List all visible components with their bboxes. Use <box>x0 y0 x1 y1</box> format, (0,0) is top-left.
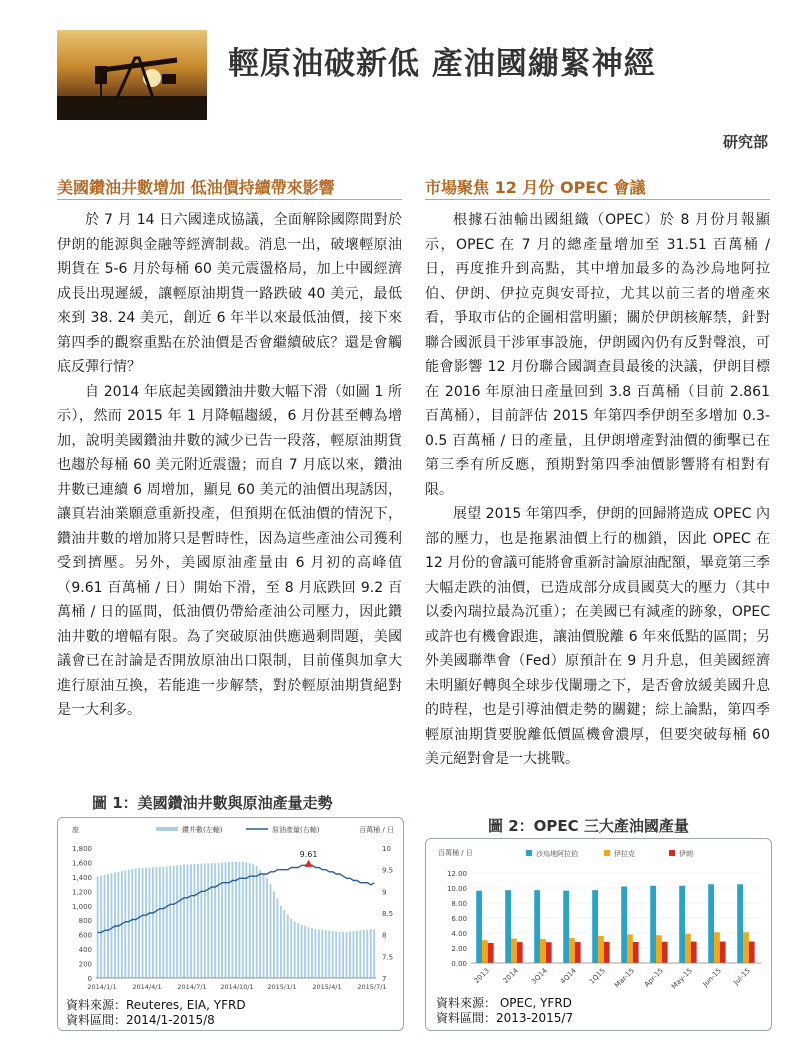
well-count-bar <box>356 931 358 978</box>
right-paragraph: 根據石油輸出國組織（OPEC）於 8 月份月報顯示，OPEC 在 7 月的總產量增加至 31.51 百萬桶 / 日，再度推升到高點，其中增加最多的為沙烏地阿拉伯、伊朗、伊拉克與安哥拉，尤其以前三者的增產來看，爭取市佔的企圖相當明顯；關於伊朗核解禁，針對聯合國派員干涉軍事設施，伊朗國內仍有反對聲浪，可能會影響 12 月份聯合國調查員最後的決議，伊朗目標在 2016 年原油日產量回到 3.8 百萬桶（目前 2.861 百萬桶），目前評估 2015 年第四季伊朗至多增加 0.3-0.5 百萬桶 / 日的產量，且伊朗增產對油價的衝擊已在第三季有所反應，預期對第四季油價影響將有相對有限。 <box>425 212 770 498</box>
production-bar <box>627 935 633 964</box>
y-left-tick-label: 800 <box>78 917 92 926</box>
well-count-bar <box>342 932 344 978</box>
left-section-heading: 美國鑽油井數增加 低油價持續帶來影響 <box>57 178 335 197</box>
x-tick-label: 2015/4/1 <box>312 983 342 991</box>
production-bar <box>511 938 517 963</box>
y-right-tick-label: 9 <box>382 888 387 897</box>
well-count-bar <box>370 929 372 978</box>
well-count-bar <box>180 865 182 978</box>
x-tick-label: 4Q14 <box>558 966 578 986</box>
y-left-tick-label: 200 <box>78 960 92 969</box>
well-count-bar <box>359 930 361 978</box>
production-bar <box>592 890 598 963</box>
well-count-bar <box>97 877 99 978</box>
well-count-bar <box>297 923 299 978</box>
y-left-tick-label: 0 <box>87 975 92 983</box>
well-count-bar <box>152 867 154 978</box>
y-right-tick-label: 7 <box>382 975 387 983</box>
production-bar <box>569 938 575 963</box>
well-count-bar <box>138 868 140 978</box>
well-count-bar <box>256 866 258 978</box>
well-count-bar <box>183 865 185 978</box>
well-count-bar <box>287 914 289 978</box>
well-count-bar <box>349 931 351 978</box>
well-count-bar <box>252 864 254 978</box>
well-count-bar <box>304 926 306 978</box>
well-count-bar <box>214 863 216 978</box>
y-left-tick-label: 1,400 <box>71 873 92 882</box>
legend-swatch <box>669 850 675 856</box>
right-section-heading: 市場聚焦 12 月份 OPEC 會議 <box>425 178 646 197</box>
legend-label: 伊拉克 <box>614 850 635 858</box>
production-bar <box>621 887 627 964</box>
production-bar <box>505 890 511 963</box>
well-count-bar <box>346 932 348 978</box>
well-count-bar <box>249 863 251 978</box>
production-bar <box>656 935 662 963</box>
production-bar <box>720 942 726 963</box>
production-bar <box>633 942 639 963</box>
oil-pump-photo <box>57 30 207 120</box>
well-count-bar <box>318 930 320 978</box>
well-count-bar <box>135 869 137 978</box>
y-left-tick-label: 1,200 <box>71 888 92 897</box>
x-tick-label: 2015/7/1 <box>357 983 387 991</box>
production-bar <box>662 942 668 963</box>
x-tick-label: 2014/7/1 <box>177 983 207 991</box>
x-tick-label: Apr-15 <box>642 966 665 989</box>
well-count-bar <box>290 919 292 978</box>
figure1-chart <box>58 818 403 993</box>
production-bar <box>685 934 691 963</box>
y-left-tick-label: 400 <box>78 946 92 955</box>
production-bar <box>714 932 720 963</box>
well-count-bar <box>145 868 147 978</box>
y-left-tick-label: 600 <box>78 931 92 940</box>
well-count-bar <box>166 866 168 978</box>
production-bar <box>476 891 482 963</box>
production-bar <box>650 886 656 963</box>
y-right-unit-label: 百萬桶 / 日 <box>359 826 394 834</box>
well-count-bar <box>187 864 189 978</box>
well-count-bar <box>142 868 144 978</box>
well-count-bar <box>242 862 244 978</box>
well-count-bar <box>339 932 341 978</box>
well-count-bar <box>190 864 192 978</box>
well-count-bar <box>308 927 310 978</box>
y-unit-label: 百萬桶 / 日 <box>438 849 473 857</box>
y-left-tick-label: 1,800 <box>71 845 92 853</box>
well-count-bar <box>131 869 133 978</box>
x-tick-label: 2014 <box>501 966 520 986</box>
well-count-bar <box>266 878 268 978</box>
x-tick-label: May-15 <box>670 966 694 991</box>
well-count-bar <box>211 863 213 978</box>
legend-label: 伊朗 <box>679 850 693 858</box>
well-count-bar <box>193 864 195 978</box>
x-tick-label: 2014/1/1 <box>87 983 117 991</box>
x-tick-label: 1Q15 <box>587 966 607 986</box>
figure1-panel <box>57 817 404 1031</box>
production-bar <box>546 942 552 963</box>
well-count-bar <box>225 862 227 978</box>
y-tick-label: 6.00 <box>451 915 467 923</box>
well-count-bar <box>301 925 303 978</box>
well-count-bar <box>200 864 202 978</box>
well-count-bar <box>325 930 327 978</box>
figure2-chart <box>426 839 771 994</box>
figure1-source: 資料來源：Reuteres, EIA, YFRD <box>66 998 246 1012</box>
well-count-bar <box>114 873 116 978</box>
figure1-period: 資料區間：2014/1-2015/8 <box>66 1013 215 1027</box>
well-count-bar <box>149 868 151 979</box>
left-paragraph: 於 7 月 14 日六國達成協議，全面解除國際間對於伊朗的能源與金融等經濟制裁。消息一出，破壞輕原油期貨在 5-6 月於每桶 60 美元震盪格局，加上中國經濟成長出現遲緩，讓輕原油期貨一路跌破 40 美元，最低來到 38. 24 美元，創近 6 年半以來最低油價，接下來第四季的觀察重點在於油價是否會繼續破底？還是會觸底反彈行情？ <box>57 212 402 375</box>
well-count-bar <box>276 899 278 978</box>
legend-label-wells: 鑽井數(左軸) <box>182 826 223 834</box>
well-count-bar <box>207 863 209 978</box>
left-heading-rule <box>57 199 402 200</box>
well-count-bar <box>373 929 375 978</box>
well-count-bar <box>235 862 237 978</box>
well-count-bar <box>363 930 365 978</box>
right-paragraph: 展望 2015 年第四季，伊朗的回歸將造成 OPEC 內部的壓力，也是拖累油價上行的枷鎖，因此 OPEC 在 12 月份的會議可能將會重新討論原油配額，畢竟第三季大幅走跌的油價，已造成部分成員國莫大的壓力（其中以委內瑞拉最為沉重）；在美國已有減產的跡象，OPEC 或許也有機會跟進，讓油價脫離 6 年來低點的區間；另外美國聯準會（Fed）原預計在 9 月升息，但美國經濟未明顯好轉與全球步伐闌珊之下，是否會放緩美國升息的時程，也是引導油價走勢的關鍵；綜上論點，第四季輕原油期貨要脫離低價區機會濃厚，但要突破每桶 60 美元絕對會是一大挑戰。 <box>425 506 770 767</box>
x-tick-label: Mar-15 <box>613 966 636 990</box>
well-count-bar <box>169 866 171 978</box>
production-bar <box>534 890 540 963</box>
production-bar <box>563 891 569 963</box>
well-count-bar <box>283 910 285 978</box>
production-bar <box>517 942 523 963</box>
department-label: 研究部 <box>723 133 769 151</box>
production-bar <box>749 942 755 963</box>
production-bar <box>540 939 546 963</box>
y-left-tick-label: 1,600 <box>71 859 92 868</box>
legend-swatch <box>604 850 610 856</box>
production-bar <box>737 884 743 963</box>
well-count-bar <box>352 931 354 978</box>
y-right-tick-label: 7.5 <box>382 953 394 962</box>
right-heading-rule <box>425 199 770 200</box>
legend-label: 沙烏地阿拉伯 <box>536 850 578 858</box>
well-count-bar <box>104 875 106 978</box>
well-count-bar <box>100 875 102 978</box>
well-count-bar <box>107 874 109 978</box>
figure2-period: 資料區間：2013-2015/7 <box>436 1011 574 1025</box>
figure2-title: 圖 2：OPEC 三大產油國產量 <box>488 817 689 835</box>
well-count-bar <box>111 873 113 978</box>
well-count-bar <box>159 867 161 978</box>
well-count-bar <box>321 930 323 978</box>
figure1-title: 圖 1：美國鑽油井數與原油產量走勢 <box>92 794 333 812</box>
figure2-panel <box>425 838 772 1031</box>
well-count-bar <box>204 864 206 978</box>
well-count-bar <box>176 865 178 978</box>
x-tick-label: 2014/4/1 <box>132 983 162 991</box>
y-left-unit-label: 座 <box>72 826 79 834</box>
production-bar <box>488 943 494 963</box>
production-bar <box>743 932 749 963</box>
well-count-bar <box>162 867 164 978</box>
x-tick-label: 2015/1/1 <box>267 983 297 991</box>
left-column-text <box>57 208 402 723</box>
left-paragraph: 自 2014 年底起美國鑽油井數大幅下滑（如圖 1 所示），然而 2015 年 1 月降幅趨緩，6 月份甚至轉為增加，說明美國鑽油井數的減少已告一段落，輕原油期貨也趨於每桶 60 美元附近震盪；而自 7 月底以來，鑽油井數已連續 6 周增加，顯見 60 美元的油價出現誘因，讓頁岩油業願意重新投產，但預期在低油價的情況下，鑽油井數的增加將只是暫時性，因為這些產油公司獲利受到擠壓。另外，美國原油產量由 6 月初的高峰值（9.61 百萬桶 / 日）開始下滑，至 8 月底跌回 9.2 百萬桶 / 日的區間，低油價仍帶給產油公司壓力，因此鑽油井數的增幅有限。為了突破原油供應過剩問題，美國議會已在討論是否開放原油出口限制，目前僅與加拿大進行原油互換，若能進一步解禁，對於輕原油期貨絕對是一大利多。 <box>57 383 402 718</box>
well-count-bar <box>270 884 272 978</box>
well-count-bar <box>232 862 234 978</box>
well-count-bar <box>245 862 247 978</box>
y-tick-label: 4.00 <box>451 930 467 938</box>
y-tick-label: 8.00 <box>451 900 467 908</box>
production-bar <box>575 942 581 963</box>
well-count-bar <box>259 870 261 978</box>
well-count-bar <box>228 862 230 978</box>
figure2-source: 資料來源： OPEC, YFRD <box>436 996 572 1010</box>
well-count-bar <box>311 928 313 978</box>
well-count-bar <box>366 930 368 978</box>
production-bar <box>598 936 604 963</box>
y-tick-label: 10.00 <box>446 885 467 893</box>
article-title: 輕原油破新低 產油國繃緊神經 <box>228 46 656 82</box>
well-count-bar <box>128 870 130 978</box>
x-tick-label: 2014/10/1 <box>220 983 254 991</box>
y-tick-label: 12.00 <box>446 870 467 878</box>
well-count-bar <box>332 931 334 978</box>
legend-swatch <box>526 850 532 856</box>
well-count-bar <box>173 866 175 978</box>
well-count-bar <box>124 870 126 978</box>
well-count-bar <box>197 864 199 978</box>
well-count-bar <box>335 931 337 978</box>
legend-swatch-wells <box>156 827 178 831</box>
peak-annotation: 9.61 <box>299 849 318 859</box>
y-tick-label: 2.00 <box>451 945 467 953</box>
legend-label-production: 原油產量(右軸) <box>272 826 320 834</box>
y-right-tick-label: 9.5 <box>382 866 394 875</box>
well-count-bar <box>218 863 220 978</box>
y-right-tick-label: 10 <box>382 845 391 853</box>
production-bar <box>708 884 714 963</box>
x-tick-label: Jul-15 <box>732 966 752 987</box>
production-bar <box>482 940 488 963</box>
x-tick-label: 2013 <box>472 966 491 986</box>
well-count-bar <box>328 931 330 978</box>
x-tick-label: Jun-15 <box>701 966 723 989</box>
y-right-tick-label: 8 <box>382 931 387 940</box>
right-column-text <box>425 208 770 772</box>
well-count-bar <box>280 906 282 978</box>
peak-marker <box>305 860 313 867</box>
y-tick-label: 0.00 <box>451 960 467 968</box>
well-count-bar <box>294 922 296 978</box>
well-count-bar <box>155 867 157 978</box>
y-left-tick-label: 1,000 <box>71 902 92 911</box>
well-count-bar <box>273 891 275 978</box>
production-bar <box>679 886 685 963</box>
well-count-bar <box>263 873 265 978</box>
x-tick-label: 3Q14 <box>529 966 549 986</box>
production-bar <box>691 942 697 963</box>
production-bar <box>604 942 610 963</box>
well-count-bar <box>221 863 223 978</box>
y-right-tick-label: 8.5 <box>382 910 394 918</box>
well-count-bar <box>314 929 316 978</box>
